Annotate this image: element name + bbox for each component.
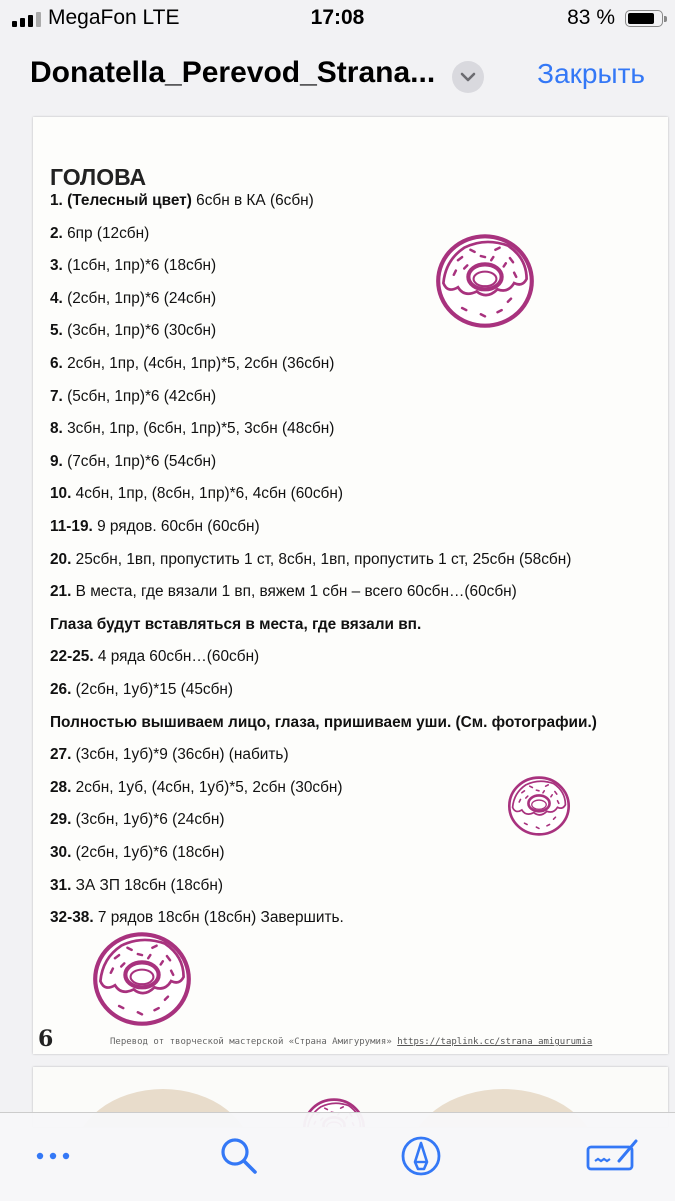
row-instruction: (7сбн, 1пр)*6 (54сбн) — [62, 453, 217, 470]
row-instruction: (1сбн, 1пр)*6 (18сбн) — [62, 257, 217, 274]
pattern-row — [50, 844, 225, 862]
row-instruction: 6пр (12сбн) — [62, 225, 150, 242]
row-number: 30. — [50, 844, 72, 861]
pattern-row — [50, 551, 571, 569]
chevron-down-icon — [452, 61, 484, 93]
pattern-row — [50, 648, 259, 666]
row-number: 1. — [50, 192, 63, 209]
row-number: 9. — [50, 453, 63, 470]
row-instruction: 3сбн, 1пр, (6сбн, 1пр)*5, 3сбн (48сбн) — [62, 420, 335, 437]
row-instruction: 25сбн, 1вп, пропустить 1 ст, 8сбн, 1вп, пропустить 1 ст, 25сбн (58сбн) — [71, 551, 572, 568]
footer-text: Перевод от творческой мастерской «Страна Амигурумия» — [110, 1037, 398, 1047]
row-instruction: 4сбн, 1пр, (8сбн, 1пр)*6, 4сбн (60сбн) — [71, 485, 343, 502]
row-color-note: (Телесный цвет) — [67, 192, 192, 209]
pattern-row — [50, 388, 216, 406]
markup-icon — [396, 1131, 446, 1181]
row-instruction: (3сбн, 1пр)*6 (30сбн) — [62, 322, 217, 339]
row-number: 20. — [50, 551, 72, 568]
pattern-row — [50, 192, 314, 210]
pattern-row — [50, 583, 517, 601]
row-number: 7. — [50, 388, 63, 405]
close-button[interactable]: Закрыть — [537, 58, 645, 89]
row-instruction: (5сбн, 1пр)*6 (42сбн) — [62, 388, 217, 405]
section-heading: ГОЛОВА — [50, 164, 147, 190]
row-instruction: 6сбн в КА (6сбн) — [191, 192, 314, 209]
row-instruction: (3сбн, 1уб)*9 (36сбн) (набить) — [71, 746, 289, 763]
pattern-row — [50, 518, 260, 536]
search-icon — [214, 1131, 264, 1181]
pattern-row — [50, 909, 344, 927]
row-instruction: 4 ряда 60сбн…(60сбн) — [93, 648, 260, 665]
row-number: 4. — [50, 290, 63, 307]
signature-button[interactable] — [585, 1131, 635, 1181]
pattern-row — [50, 420, 334, 438]
pattern-row — [50, 453, 216, 471]
row-instruction: ЗА ЗП 18сбн (18сбн) — [71, 877, 223, 894]
pattern-row — [50, 779, 343, 797]
pattern-row — [50, 681, 233, 699]
navigation-bar — [0, 40, 675, 114]
pattern-row — [50, 811, 225, 829]
pattern-row — [50, 355, 334, 373]
search-button[interactable] — [214, 1131, 264, 1181]
row-number: 32-38. — [50, 909, 94, 926]
pattern-note: Глаза будут вставляться в места, где вязали вп. — [50, 616, 422, 633]
page-number: 6 — [38, 1026, 54, 1052]
row-instruction: (2сбн, 1уб)*6 (18сбн) — [71, 844, 225, 861]
pattern-row — [50, 322, 216, 340]
row-number: 22-25. — [50, 648, 94, 665]
row-number: 2. — [50, 225, 63, 242]
row-number: 11-19. — [50, 518, 93, 535]
pattern-row — [50, 746, 289, 764]
row-instruction: В места, где вязали 1 вп, вяжем 1 сбн – всего 60сбн…(60сбн) — [71, 583, 517, 600]
pattern-row — [50, 225, 149, 243]
row-instruction: 2сбн, 1пр, (4сбн, 1пр)*5, 2сбн (36сбн) — [62, 355, 335, 372]
row-number: 10. — [50, 485, 72, 502]
pattern-row — [50, 877, 223, 895]
document-page[interactable] — [33, 117, 668, 1054]
markup-button[interactable] — [396, 1131, 446, 1181]
row-number: 28. — [50, 779, 72, 796]
clock: 17:08 — [310, 6, 365, 29]
donut-icon — [90, 927, 194, 1031]
row-number: 3. — [50, 257, 63, 274]
document-title[interactable]: Donatella_Perevod_Strana... — [30, 56, 436, 89]
battery-percent: 83 % — [567, 6, 615, 29]
row-number: 27. — [50, 746, 72, 763]
pattern-row — [50, 290, 216, 308]
row-instruction: (2сбн, 1уб)*15 (45сбн) — [71, 681, 234, 698]
more-button[interactable] — [28, 1131, 78, 1181]
row-instruction: 2сбн, 1уб, (4сбн, 1уб)*5, 2сбн (30сбн) — [71, 779, 343, 796]
pattern-row — [50, 485, 343, 503]
row-number: 31. — [50, 877, 72, 894]
donut-icon — [433, 229, 537, 333]
row-number: 5. — [50, 322, 63, 339]
pattern-note: Полностью вышиваем лицо, глаза, пришиваем уши. (См. фотографии.) — [50, 714, 597, 731]
row-number: 6. — [50, 355, 63, 372]
carrier-label: MegaFon LTE — [48, 6, 180, 29]
battery-icon — [625, 10, 663, 27]
status-bar — [0, 0, 675, 40]
row-instruction: (2сбн, 1пр)*6 (24сбн) — [62, 290, 217, 307]
row-number: 29. — [50, 811, 72, 828]
row-number: 26. — [50, 681, 72, 698]
footer-credit — [110, 1037, 592, 1047]
pattern-row — [50, 257, 216, 275]
donut-icon — [506, 773, 572, 839]
title-menu-button[interactable] — [452, 61, 484, 93]
row-instruction: (3сбн, 1уб)*6 (24сбн) — [71, 811, 225, 828]
footer-link[interactable]: https://taplink.cc/strana_amigurumia — [397, 1037, 593, 1047]
row-number: 21. — [50, 583, 72, 600]
row-number: 8. — [50, 420, 63, 437]
row-instruction: 9 рядов. 60сбн (60сбн) — [92, 518, 260, 535]
signature-icon — [585, 1131, 641, 1181]
row-instruction: 7 рядов 18сбн (18сбн) Завершить. — [93, 909, 344, 926]
more-icon — [28, 1131, 78, 1181]
bottom-toolbar — [0, 1112, 675, 1201]
